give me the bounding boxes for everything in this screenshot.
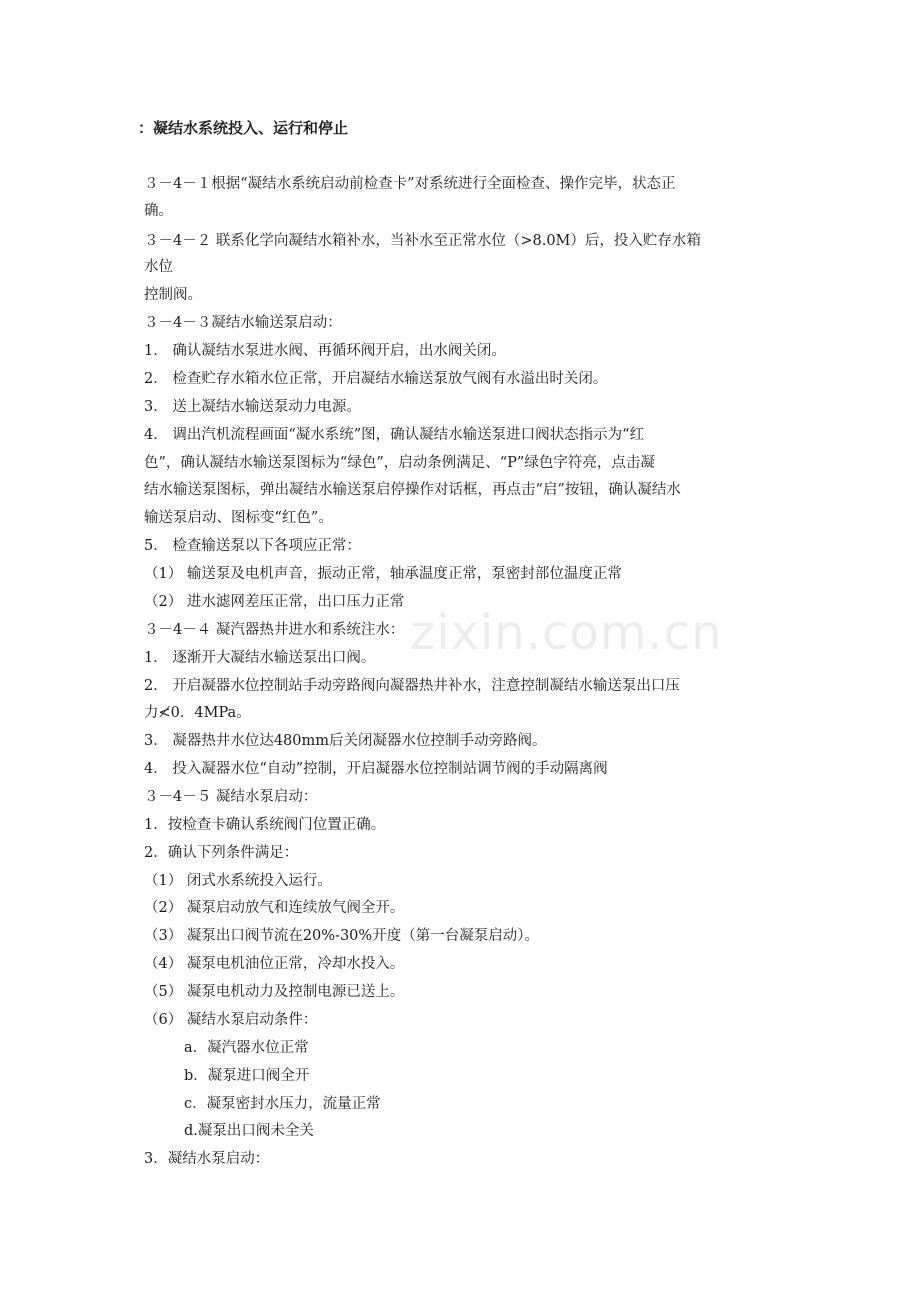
text-line: 1． 逐渐开大凝结水输送泵出口阀。: [144, 650, 376, 666]
text-line: ３－4－１根据“凝结水系统启动前检查卡”对系统进行全面检查、操作完毕，状态正: [144, 176, 676, 192]
text-line: （6） 凝结水泵启动条件：: [144, 1012, 318, 1028]
text-line: 确。: [144, 203, 173, 219]
text-line: ３－4－４ 凝汽器热井进水和系统注水：: [144, 622, 405, 638]
text-line: 4． 投入凝器水位“自动”控制，开启凝器水位控制站调节阀的手动隔离阀: [144, 761, 608, 777]
text-line: ３－4－３凝结水输送泵启动：: [144, 315, 342, 331]
text-line: （5） 凝泵电机动力及控制电源已送上。: [144, 984, 405, 1000]
text-line: （1） 闭式水系统投入运行。: [144, 873, 332, 889]
text-line: （3） 凝泵出口阀节流在20%-30%开度（第一台凝泵启动）。: [144, 928, 539, 944]
text-line: 1． 确认凝结水泵进水阀、再循环阀开启，出水阀关闭。: [144, 343, 506, 359]
text-line: （2） 凝泵启动放气和连续放气阀全开。: [144, 900, 405, 916]
text-line: c．凝泵密封水压力，流量正常: [184, 1096, 381, 1112]
text-line: ３－4－２ 联系化学向凝结水箱补水，当补水至正常水位（>8.0M）后，投入贮存水箱: [144, 233, 701, 249]
text-line: 3．凝结水泵启动：: [144, 1151, 270, 1167]
text-line: 结水输送泵图标，弹出凝结水输送泵启停操作对话框，再点击“启”按钮，确认凝结水: [144, 482, 681, 498]
text-line: 2．确认下列条件满足：: [144, 845, 299, 861]
text-line: 4． 调出汽机流程画面“凝水系统”图，确认凝结水输送泵进口阀状态指示为“红: [144, 427, 645, 443]
text-line: d.凝泵出口阀未全关: [184, 1123, 314, 1139]
section-title: ：凝结水系统投入、运行和停止: [138, 119, 349, 137]
text-line: b．凝泵进口阀全开: [184, 1068, 310, 1084]
text-line: 3． 送上凝结水输送泵动力电源。: [144, 399, 361, 415]
text-line: （1） 输送泵及电机声音，振动正常，轴承温度正常，泵密封部位温度正常: [144, 566, 622, 582]
text-line: 控制阀。: [144, 287, 202, 303]
text-line: 输送泵启动、图标变“红色”。: [144, 510, 333, 526]
text-line: 5． 检查输送泵以下各项应正常：: [144, 538, 361, 554]
text-line: 力≮0．4MPa。: [144, 705, 251, 721]
text-line: 色”，确认凝结水输送泵图标为“绿色”，启动条例满足、“P”绿色字符亮，点击凝: [144, 455, 655, 471]
watermark-text: zixin.com.cn: [410, 605, 723, 661]
text-line: ３－4－５ 凝结水泵启动：: [144, 789, 318, 805]
text-line: a．凝汽器水位正常: [184, 1040, 309, 1056]
text-line: 2． 检查贮存水箱水位正常，开启凝结水输送泵放气阀有水溢出时关闭。: [144, 371, 608, 387]
text-line: 2． 开启凝器水位控制站手动旁路阀向凝器热井补水，注意控制凝结水输送泵出口压: [144, 678, 680, 694]
text-line: 3． 凝器热井水位达480mm后关闭凝器水位控制手动旁路阀。: [144, 733, 547, 749]
text-line: （2） 进水滤网差压正常，出口压力正常: [144, 594, 405, 610]
text-line: （4） 凝泵电机油位正常，冷却水投入。: [144, 956, 405, 972]
text-line: 水位: [144, 259, 173, 275]
text-line: 1．按检查卡确认系统阀门位置正确。: [144, 817, 386, 833]
